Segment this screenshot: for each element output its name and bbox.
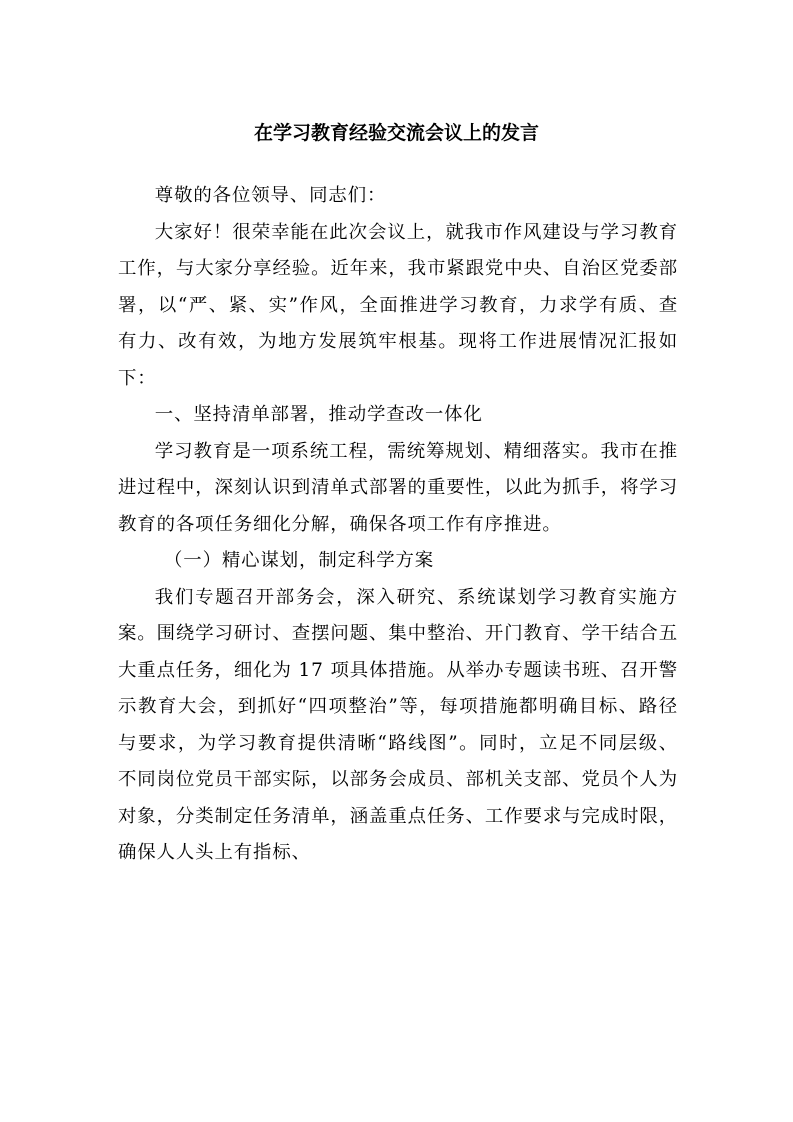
page-title: 在学习教育经验交流会议上的发言 (253, 122, 539, 144)
document-body (118, 178, 678, 872)
salutation-paragraph: 尊敬的各位领导、同志们： (154, 185, 387, 206)
section-heading: 一、坚持清单部署，推动学查改一体化 (154, 404, 483, 425)
body-paragraph: 我们专题召开部务会，深入研究、系统谋划学习教育实施方案。围绕学习研讨、查摆问题、集中整治、开门教育、学干结合五大重点任务，细化为 17 项具体措施。从举办专题读书班、召开警示教育大会，到抓好“四项整治”等，每项措施都明确目标、路径与要求，为学习教育提供清晰“路线图”。同时，立足不同层级、不同岗位党员干部实际，以部务会成员、部机关支部、党员个人为对象，分类制定任务清单，涵盖重点任务、工作要求与完成时限，确保人人头上有指标、 (118, 586, 678, 863)
subsection-heading: （一）精心谋划，制定科学方案 (164, 550, 435, 571)
body-paragraph: 学习教育是一项系统工程，需统筹规划、精细落实。我市在推进过程中，深刻认识到清单式部署的重要性，以此为抓手，将学习教育的各项任务细化分解，确保各项工作有序推进。 (118, 440, 678, 535)
opening-paragraph: 大家好！很荣幸能在此次会议上，就我市作风建设与学习教育工作，与大家分享经验。近年来，我市紧跟党中央、自治区党委部署，以“严、紧、实”作风，全面推进学习教育，力求学有质、查有力、改有效，为地方发展筑牢根基。现将工作进展情况汇报如下： (118, 221, 678, 389)
